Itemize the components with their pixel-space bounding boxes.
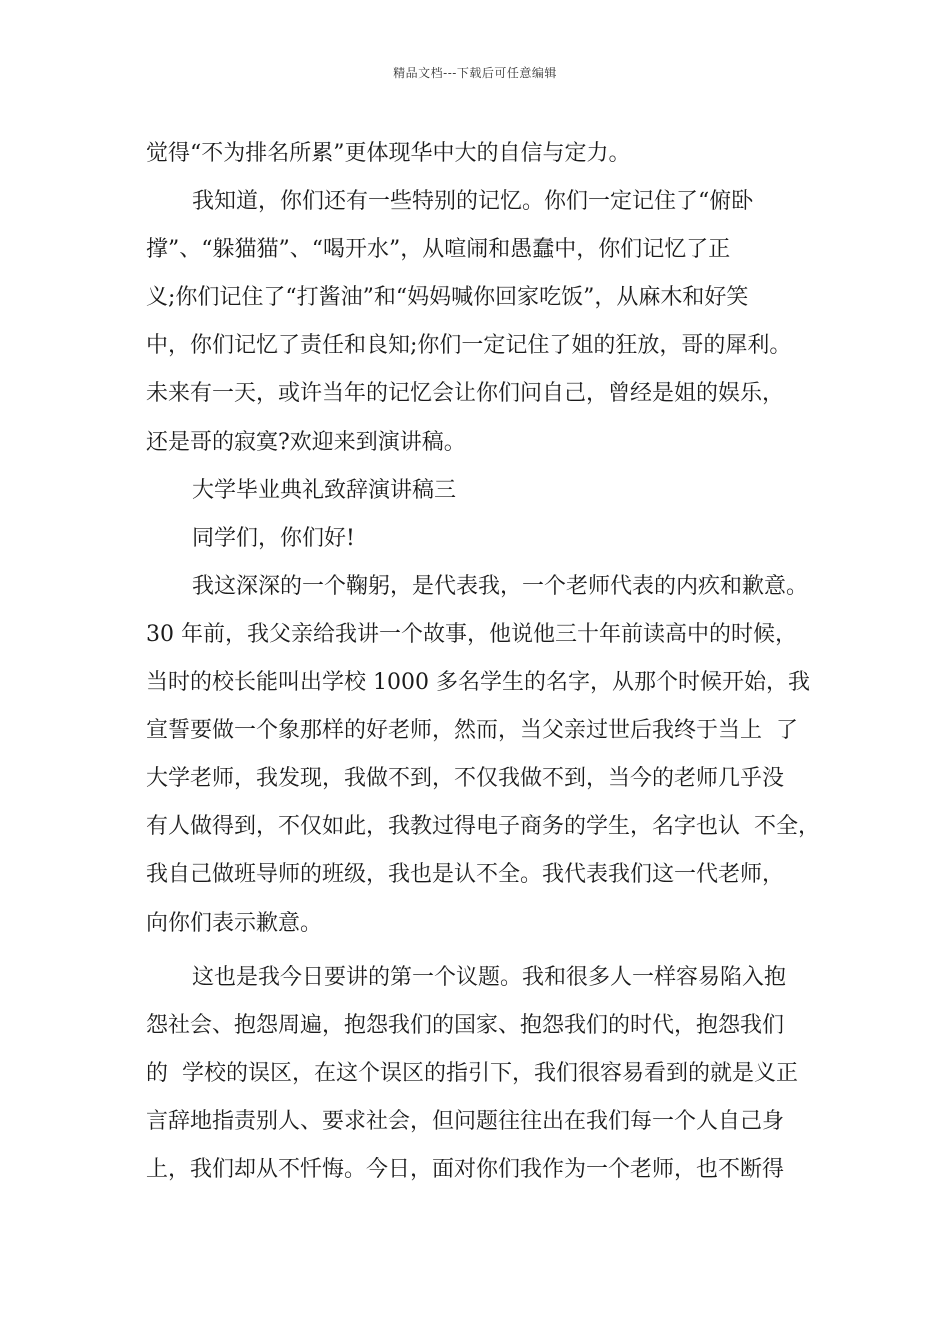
text-line: 我知道，你们还有一些特别的记忆。你们一定记住了“俯卧	[192, 189, 754, 215]
text-line: 30 年前，我父亲给我讲一个故事，他说他三十年前读高中的时候，	[146, 621, 797, 647]
text-line: 的 学校的误区，在这个误区的指引下，我们很容易看到的就是义正	[146, 1060, 798, 1086]
text-line: 宣誓要做一个象那样的好老师，然而，当父亲过世后我终于当上 了	[146, 718, 798, 744]
text-line: 觉得“不为排名所累”更体现华中大的自信与定力。	[146, 141, 631, 166]
text-line: 有人做得到，不仅如此，我教过得电子商务的学生，名字也认 不全，	[146, 814, 820, 840]
page-header: 精品文档---下载后可任意编辑	[393, 66, 557, 80]
text-line: 上，我们却从不忏悔。今日，面对你们我作为一个老师，也不断得	[146, 1156, 785, 1182]
section-heading: 大学毕业典礼致辞演讲稿三	[192, 477, 457, 503]
text-line: 大学老师，我发现，我做不到，不仅我做不到，当今的老师几乎没	[146, 766, 785, 792]
text-line: 撑”、“躲猫猫”、“喝开水”，从喧闹和愚蠢中，你们记忆了正	[146, 237, 731, 263]
text-line: 当时的校长能叫出学校 1000 多名学生的名字，从那个时候开始，我	[146, 670, 810, 696]
text-line: 言辞地指责别人、要求社会，但问题往往出在我们每一个人自己身	[146, 1108, 785, 1134]
text-line: 我自己做班导师的班级，我也是认不全。我代表我们这一代老师，	[146, 862, 785, 888]
salutation: 同学们，你们好!	[192, 525, 355, 551]
text-line: 我这深深的一个鞠躬，是代表我，一个老师代表的内疚和歉意。	[192, 573, 809, 599]
document-body	[146, 130, 826, 1194]
text-line: 这也是我今日要讲的第一个议题。我和很多人一样容易陷入抱	[192, 964, 787, 990]
text-line: 义;你们记住了“打酱油”和“妈妈喊你回家吃饭”，从麻木和好笑	[146, 285, 749, 311]
text-line: 怨社会、抱怨周遍，抱怨我们的国家、抱怨我们的时代，抱怨我们	[146, 1012, 785, 1038]
text-line: 未来有一天，或许当年的记忆会让你们问自己，曾经是姐的娱乐，	[146, 381, 785, 407]
text-line: 向你们表示歉意。	[146, 910, 323, 936]
text-line: 中，你们记忆了责任和良知;你们一定记住了姐的狂放，哥的犀利。	[146, 333, 792, 359]
text-line: 还是哥的寂寞?欢迎来到演讲稿。	[146, 429, 466, 455]
